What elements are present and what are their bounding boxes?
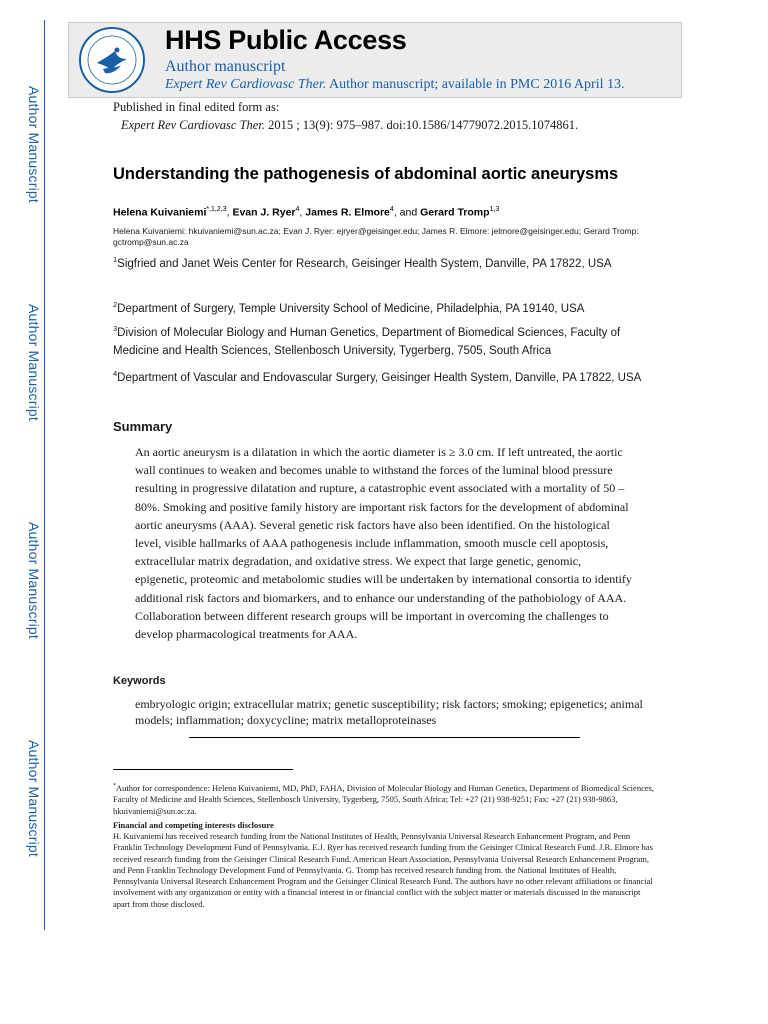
disclosure-heading: Financial and competing interests disclosure xyxy=(113,820,274,830)
summary-text: An aortic aneurysm is a dilatation in which the aortic diameter is ≥ 3.0 cm. If left untreated, the aortic wall continues to weaken and becomes unable to withstand the forces of the luminal blood pressure resulting in progressive dilatation and rupture, a catastrophic event associated with a mortality of 50 – 80%. Smoking and positive family history are important risk factors for the development of abdominal aortic aneurysms (AAA). Several genetic risk factors have also been identified. On the histological level, visible hallmarks of AAA pathogenesis include inflammation, smooth muscle cell apoptosis, extracellular matrix degradation, and oxidative stress. We expect that large genetic, genomic, epigenetic, proteomic and metabolomic studies will be undertaken by international consortia to identify additional risk factors and biomarkers, and to enhance our understanding of the pathobiology of AAA. Collaboration between different research groups will be important in overcoming the challenges to develop pharmacological treatments for AAA. xyxy=(135,445,632,642)
header-journal-name: Expert Rev Cardiovasc Ther. xyxy=(165,77,327,92)
affiliation-number: 2 xyxy=(113,300,118,309)
affiliation xyxy=(113,365,658,387)
citation-journal: Expert Rev Cardiovasc Ther. xyxy=(121,118,265,132)
citation-line xyxy=(121,118,578,133)
affiliation xyxy=(113,251,658,273)
sidebar-divider xyxy=(44,20,45,930)
correspondence-footnote xyxy=(113,781,658,817)
author-affiliation-marks: 4 xyxy=(389,206,394,213)
affiliation xyxy=(113,320,658,360)
header-subtitle: Author manuscript xyxy=(165,58,286,75)
author-affiliation-marks: *,1,2,3 xyxy=(206,206,227,213)
sidebar-label-author-manuscript: Author Manuscript xyxy=(26,522,42,640)
header-journal-note: Author manuscript; available in PMC 2016 April 13. xyxy=(326,77,625,92)
affiliation-text: Division of Molecular Biology and Human Genetics, Department of Biomedical Sciences, Faculty of Medicine and Health Sciences, Stellenbosch University, Tygerberg, 7505, South Africa xyxy=(113,326,621,357)
author-emails: Helena Kuivaniemi: hkuivaniemi@sun.ac.za; Evan J. Ryer: ejryer@geisinger.edu; James R. Elmore: jelmore@geisinger.edu; Gerard Tromp: gctromp@sun.ac.za xyxy=(113,226,639,247)
section-divider xyxy=(189,737,580,738)
author-name: Gerard Tromp xyxy=(420,206,490,219)
footnote-text: Author for correspondence: Helena Kuivaniemi, MD, PhD, FAHA, Division of Molecular Biology and Human Genetics, Department of Biomedical Sciences, Faculty of Medicine and Health Sciences, Stellenbosch University, Tygerberg, 7505, South Africa; Tel: +27 (21) 938-9251; Fax: +27 (21) 938-9863, hkuivaniemi@sun.ac.za. xyxy=(113,782,655,816)
author-name: Evan J. Ryer xyxy=(232,206,296,219)
article-title: Understanding the pathogenesis of abdominal aortic aneurysms xyxy=(113,165,619,183)
keywords-heading: Keywords xyxy=(113,675,166,687)
sidebar-label-author-manuscript: Author Manuscript xyxy=(26,304,42,422)
disclosure-text: H. Kuivaniemi has received research funding from the National Institutes of Health, Pennsylvania Universal Research Enhancement Program, and Penn Franklin Technology Development Fund of Pennsylvania. E.J. Ryer has received research funding from the Geisinger Clinical Research Fund. J.R. Elmore has received research funding from the Geisinger Clinical Research Fund, American Heart Association, Pennsylvania Universal Research Enhancement Program, and Penn Franklin Technology Development Fund of Pennsylvania. G. Tromp has received research funding from. the National Institutes of Health, Pennsylvania Universal Research Enhancement Program and the Geisinger Clinical Research Fund. The authors have no other relevant affiliations or financial involvement with any organization or entity with a financial interest in or financial conflict with the subject matter or materials discussed in the manuscript apart from those disclosed. xyxy=(113,831,653,909)
author-separator: , and xyxy=(393,206,421,219)
footnote-divider xyxy=(113,769,293,770)
affiliation-text: Department of Vascular and Endovascular Surgery, Geisinger Health System, Danville, PA 17822, USA xyxy=(117,371,642,384)
summary-heading: Summary xyxy=(113,419,173,434)
header-journal-line xyxy=(165,77,625,93)
author-name: James R. Elmore xyxy=(305,206,390,219)
sidebar-label-author-manuscript: Author Manuscript xyxy=(26,86,42,204)
affiliation-text: Sigfried and Janet Weis Center for Research, Geisinger Health System, Danville, PA 17822, USA xyxy=(117,257,612,270)
affiliation-number: 4 xyxy=(113,369,118,378)
author-affiliation-marks: 1,3 xyxy=(489,206,500,213)
author-separator: , xyxy=(299,206,306,219)
header-title: HHS Public Access xyxy=(165,25,407,55)
hhs-eagle-seal-icon xyxy=(79,27,145,93)
sidebar-label-author-manuscript: Author Manuscript xyxy=(26,740,42,858)
affiliation-text: Department of Surgery, Temple University School of Medicine, Philadelphia, PA 19140, USA xyxy=(117,302,585,315)
citation-details: 2015 ; 13(9): 975–987. doi:10.1586/14779072.2015.1074861. xyxy=(264,118,579,132)
affiliation-number: 3 xyxy=(113,324,118,333)
author-name: Helena Kuivaniemi xyxy=(113,206,207,219)
affiliation xyxy=(113,296,658,318)
author-affiliation-marks: 4 xyxy=(295,206,300,213)
affiliation-number: 1 xyxy=(113,255,118,264)
hhs-header xyxy=(68,22,682,98)
author-separator: , xyxy=(226,206,233,219)
keywords-text: embryologic origin; extracellular matrix; genetic susceptibility; risk factors; smoking; epigenetics; animal models; inflammation; doxycycline; matrix metalloproteinases xyxy=(135,697,643,727)
published-label: Published in final edited form as: xyxy=(113,100,280,114)
footnote-marker: * xyxy=(113,783,116,789)
author-list xyxy=(113,206,499,219)
